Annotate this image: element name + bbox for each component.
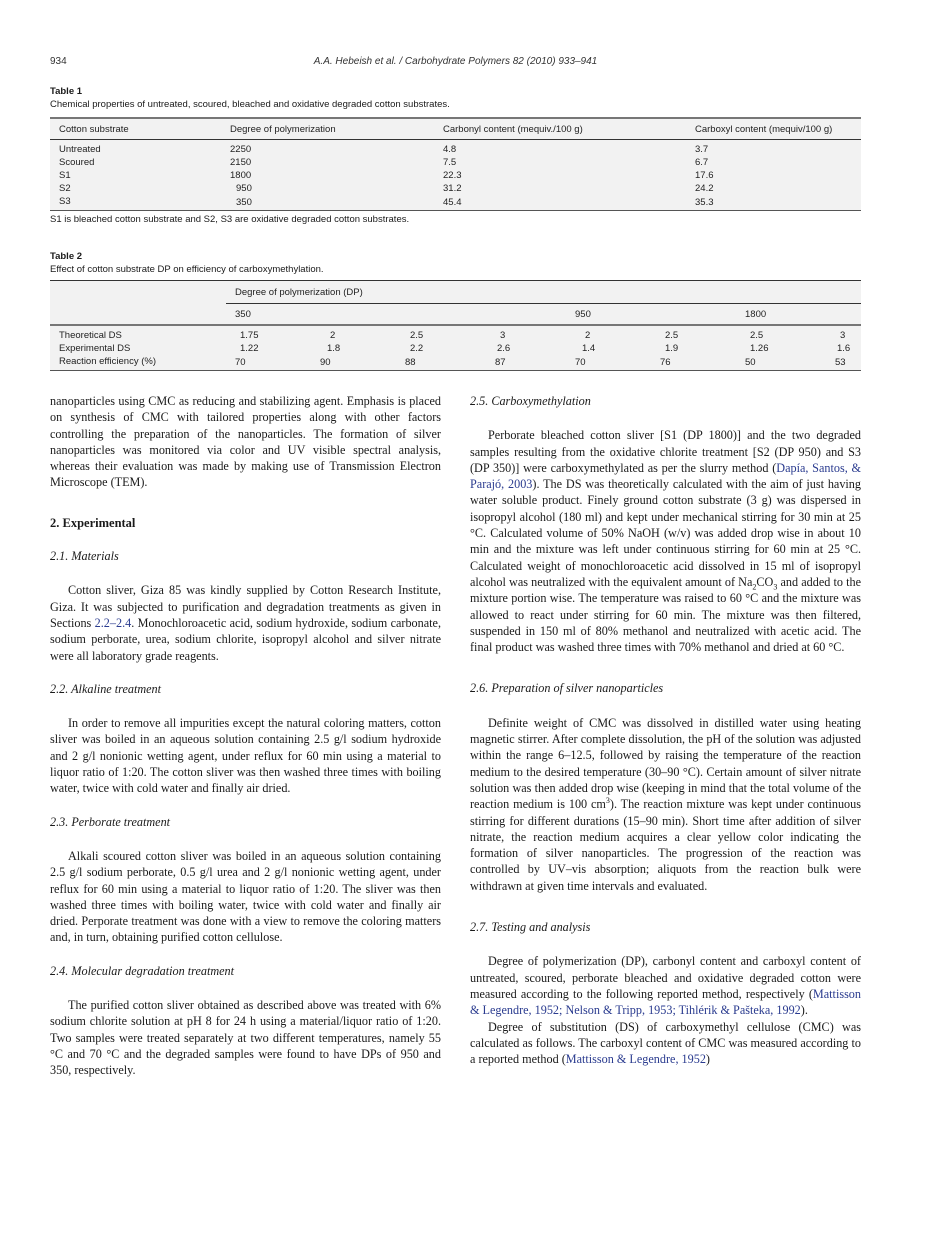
table2-caption: Effect of cotton substrate DP on efficiency of carboxymethylation. bbox=[50, 264, 324, 275]
subsection-heading-degradation: 2.4. Molecular degradation treatment bbox=[50, 963, 235, 978]
table-cell: 1.9 bbox=[665, 343, 679, 354]
text-span: Definite weight of CMC was dissolved in distilled water using heating magnetic stirrer. After complete dissolution, the pH of the solution was adjusted within the range 6–12.5, followed by raising the temperature of the reaction medium to the desired temperature (30–90 °C). Certain amount of silver nitrate solution was then added drop wise (keeping in mind that the total volume of the reaction medium is 100 cm bbox=[470, 715, 861, 812]
table1-label: Table 1 bbox=[50, 86, 83, 97]
subscript: 2 bbox=[752, 582, 757, 592]
text-span: Perborate bleached cotton sliver [S1 (DP 1800)] and the two degraded samples resulting from the oxidative chlorite treatment [S2 (DP 950) and S3 (DP 350)] were carboxymethylated as per the slurry method ( bbox=[470, 428, 861, 475]
table2-label: Table 2 bbox=[50, 251, 83, 262]
table1-footnote: S1 is bleached cotton substrate and S2, S3 are oxidative degraded cotton substrates. bbox=[50, 214, 410, 225]
page-number: 934 bbox=[50, 56, 67, 67]
text-span: ). The DS was theoretically calculated with the aim of just having water soluble product. Finely ground cotton substrate (3 g) was dispersed in isopropyl alcohol (180 ml) and kept under mechanical stirring for 30 min at 25 °C. Calculated volume of 50% NaOH (w/v) was added drop wise in about 10 min and the mixture was left under continuous stirring for 60 min at 25 °C. Calculated weight of monochloroacetic acid dissolved in 15 ml of isopropyl alcohol was neutralized with the equivalent amount of Na bbox=[470, 477, 861, 589]
row-label: Reaction efficiency (%) bbox=[59, 356, 156, 367]
table-cell: S3 bbox=[59, 196, 71, 207]
alkaline-paragraph: In order to remove all impurities except the natural coloring matters, cotton sliver was boiled in an aqueous solution containing 2.5 g/l sodium hydroxide and 2 g/l nonionic wetting agent, under reflux for 60 min using a material to liquor ratio of 1:20. The cotton sliver was then washed three times with boiling water, twice with cold water and finally air dried. bbox=[50, 716, 441, 796]
table-row bbox=[50, 156, 861, 169]
table2-caption-block bbox=[50, 250, 324, 276]
table-cell: 4.8 bbox=[443, 144, 457, 155]
subsection-heading-silver-nanoparticles: 2.6. Preparation of silver nanoparticles bbox=[470, 681, 664, 696]
table1-col-header: Degree of polymerization bbox=[221, 118, 434, 140]
table-cell: 70 bbox=[235, 357, 246, 368]
subsection-heading-materials: 2.1. Materials bbox=[50, 549, 119, 564]
table2 bbox=[50, 280, 861, 371]
materials-paragraph bbox=[50, 582, 441, 663]
table-row bbox=[50, 342, 861, 355]
table-cell: 7.5 bbox=[443, 157, 457, 168]
dp-value: 350 bbox=[226, 304, 566, 326]
table-cell: 22.3 bbox=[443, 170, 462, 181]
subscript: 3 bbox=[773, 582, 778, 592]
subsection-heading-testing: 2.7. Testing and analysis bbox=[470, 920, 591, 935]
table-cell: 76 bbox=[660, 357, 671, 368]
table-cell: 31.2 bbox=[443, 183, 462, 194]
section-link[interactable]: 2.2–2.4 bbox=[94, 615, 132, 630]
table-cell: 53 bbox=[835, 357, 846, 368]
silver-nanoparticles-paragraph bbox=[470, 715, 861, 894]
table-cell: 2.5 bbox=[410, 330, 424, 341]
table-cell: 45.4 bbox=[443, 197, 462, 208]
text-span: . Monochloroacetic acid, sodium hydroxide, sodium carbonate, sodium perborate, urea, sodium chlorite, isopropyl alcohol and silver nitrate were all laboratory grade reagents. bbox=[50, 615, 441, 663]
subsection-heading-alkaline: 2.2. Alkaline treatment bbox=[50, 681, 162, 696]
table-cell: 2150 bbox=[230, 157, 252, 168]
table-cell: 2 bbox=[330, 330, 336, 341]
table-cell: 35.3 bbox=[695, 197, 714, 208]
table-cell: 1.4 bbox=[582, 343, 596, 354]
text-span: Cotton sliver, Giza 85 was kindly supplied by Cotton Research Institute, Giza. It was subjected to purification and degradation treatments as given in Sections bbox=[50, 583, 441, 630]
section-heading-experimental: 2. Experimental bbox=[50, 515, 136, 530]
table1-col-header: Cotton substrate bbox=[50, 118, 221, 140]
empty-cell bbox=[50, 304, 226, 326]
table-cell: 6.7 bbox=[695, 157, 709, 168]
table2-group-header-row bbox=[50, 281, 861, 304]
perborate-paragraph: Alkali scoured cotton sliver was boiled in an aqueous solution containing 2.5 g/l sodium perborate, 0.5 g/l urea and 2 g/l nonionic wetting agent, under reflux for 60 min using a material to liquor ratio of 1:20. The sliver was then washed three times with boiling water, twice with cold water and finally air dried. Perporate treatment was done with a view to remove the coloring matters and, in turn, obtaining purified cotton cellulose. bbox=[50, 848, 441, 945]
subsection-heading-perborate: 2.3. Perborate treatment bbox=[50, 814, 171, 829]
table-cell: 3 bbox=[500, 330, 506, 341]
right-column bbox=[470, 393, 861, 1067]
dp-value: 1800 bbox=[736, 304, 861, 326]
table1-caption: Chemical properties of untreated, scoured, bleached and oxidative degraded cotton substrates. bbox=[50, 99, 450, 110]
table1-col-header: Carboxyl content (mequiv/100 g) bbox=[686, 118, 861, 140]
table-cell: S2 bbox=[59, 183, 71, 194]
table-cell: 2 bbox=[585, 330, 591, 341]
citation-link[interactable]: Dapía, Santos, & Parajó, 2003 bbox=[470, 460, 861, 492]
table2-dp-row bbox=[50, 304, 861, 326]
text-span: ). bbox=[800, 1003, 808, 1018]
testing-paragraph-2 bbox=[470, 1019, 861, 1068]
table-cell: 2.6 bbox=[497, 343, 511, 354]
table-cell: 1.22 bbox=[240, 343, 259, 354]
left-column bbox=[50, 393, 441, 1079]
carboxymethylation-paragraph bbox=[470, 427, 861, 655]
table-cell: 2.5 bbox=[750, 330, 764, 341]
table-cell: 87 bbox=[495, 357, 506, 368]
row-label: Theoretical DS bbox=[59, 330, 122, 341]
empty-cell bbox=[50, 281, 226, 304]
table-cell: Untreated bbox=[59, 144, 101, 155]
table-cell: 1.6 bbox=[837, 343, 851, 354]
row-label: Experimental DS bbox=[59, 343, 131, 354]
table-row bbox=[50, 140, 861, 157]
table-cell: 3 bbox=[840, 330, 846, 341]
text-span: ). The reaction mixture was kept under continuous stirring for different durations (15–90 min). Short time after addition of silver nitrate, the reaction medium acquires a clear yellow color indicating the formation of silver nanoparticles. The progression of the reaction was controlled by UV–vis absorption; aliquots from the reaction bulk were withdrawn at given time intervals and evaluated. bbox=[470, 797, 861, 893]
citation-link[interactable]: Mattisson & Legendre, 1952 bbox=[565, 1052, 706, 1067]
citation-link[interactable]: Mattisson & Legendre, 1952; Nelson & Tripp, 1953; Tihlérik & Pašteka, 1992 bbox=[470, 986, 861, 1018]
text-span: Degree of polymerization (DP), carbonyl content and carboxyl content of untreated, scoured, perborate bleached and oxidative degraded cotton were measured according to the following reported method, respectively ( bbox=[470, 954, 861, 1001]
table-cell: 1.26 bbox=[750, 343, 769, 354]
table-cell: 17.6 bbox=[695, 170, 714, 181]
table-cell: 350 bbox=[236, 197, 252, 208]
table-cell: 88 bbox=[405, 357, 416, 368]
table-cell: 1800 bbox=[230, 170, 252, 181]
table-cell: 2.5 bbox=[665, 330, 679, 341]
table2-group-header: Degree of polymerization (DP) bbox=[226, 281, 861, 304]
table-cell: 90 bbox=[320, 357, 331, 368]
table-cell: 3.7 bbox=[695, 144, 709, 155]
table-row bbox=[50, 182, 861, 195]
degradation-paragraph: The purified cotton sliver obtained as described above was treated with 6% sodium chlorite solution at pH 8 for 24 h using a material/liquor ratio of 1:20. Two samples were treated separately at two different temperatures, namely 55 °C and 70 °C and the degraded samples were found to have DPs of 950 and 350, respectively. bbox=[50, 998, 441, 1078]
superscript: 3 bbox=[605, 796, 610, 806]
text-span: Degree of substitution (DS) of carboxymethyl cellulose (CMC) was calculated as follows. The carboxyl content of CMC was measured according to a reported method ( bbox=[470, 1019, 861, 1067]
text-span: CO bbox=[756, 574, 774, 589]
intro-paragraph: nanoparticles using CMC as reducing and stabilizing agent. Emphasis is placed on synthesis of CMC with tailored properties along with other factors controlling the preparation of the nanoparticles. The formation of silver nanoparticles was monitored via color and UV visible spectral analysis, whereas their evaluation was made by making use of Transmission Electron Microscope (TEM). bbox=[50, 394, 441, 490]
table-row bbox=[50, 355, 861, 371]
journal-citation: A.A. Hebeish et al. / Carbohydrate Polymers 82 (2010) 933–941 bbox=[313, 56, 598, 67]
table-row bbox=[50, 325, 861, 342]
dp-value: 950 bbox=[566, 304, 736, 326]
table-cell: 950 bbox=[236, 183, 252, 194]
table-cell: 2.2 bbox=[410, 343, 424, 354]
table-row bbox=[50, 195, 861, 211]
table-row bbox=[50, 169, 861, 182]
table-cell: 50 bbox=[745, 357, 756, 368]
table-cell: 2250 bbox=[230, 144, 252, 155]
table-cell: S1 bbox=[59, 170, 71, 181]
table-cell: 1.8 bbox=[327, 343, 341, 354]
subsection-heading-carboxymethylation: 2.5. Carboxymethylation bbox=[470, 394, 591, 408]
text-span: and added to the mixture portion wise. The temperature was raised to 60 °C and the mixture was allowed to react under stirring for 60 min. The mixture was then filtered, suspended in 150 ml of 80% methanol and neutralized with acetic acid. The final product was washed three times with 70% methanol and dried at 60 °C. bbox=[470, 574, 861, 655]
table-cell: 24.2 bbox=[695, 183, 714, 194]
text-span: ) bbox=[705, 1052, 710, 1067]
table1 bbox=[50, 117, 861, 211]
table-cell: Scoured bbox=[59, 157, 95, 168]
table-cell: 1.75 bbox=[240, 330, 259, 341]
table-cell: 70 bbox=[575, 357, 586, 368]
table1-col-header: Carbonyl content (mequiv./100 g) bbox=[434, 118, 686, 140]
table1-caption-block bbox=[50, 85, 450, 111]
testing-paragraph-1 bbox=[470, 953, 861, 1018]
table1-header-row bbox=[50, 118, 861, 140]
